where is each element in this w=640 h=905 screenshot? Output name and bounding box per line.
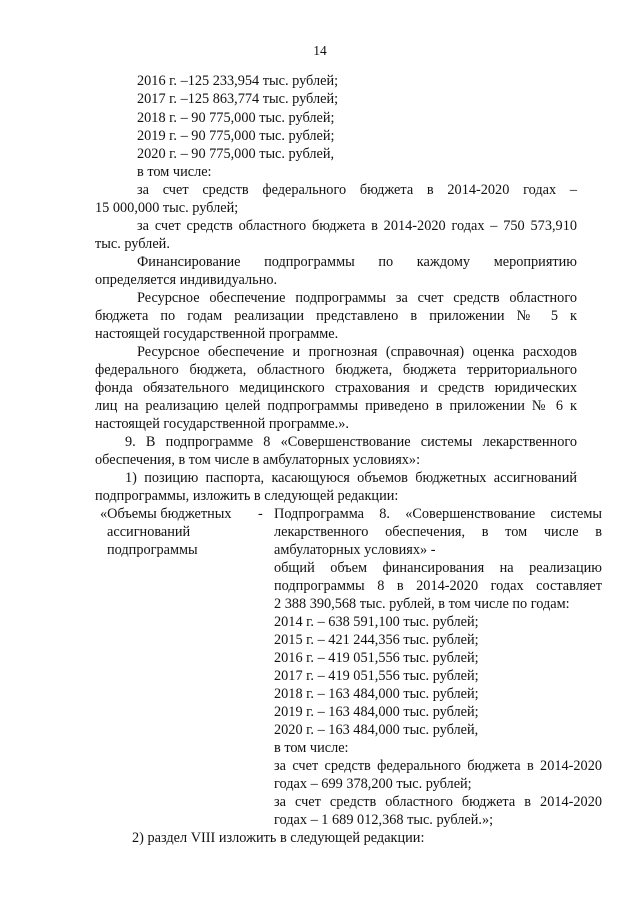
- federal-budget-line-1: за счет средств федерального бюджета в 2014-2020 годах –: [137, 182, 577, 198]
- passport-year-2019: 2019 г. – 163 484,000 тыс. рублей;: [274, 704, 479, 720]
- passport-right-title-3: амбулаторных условиях» -: [274, 542, 436, 558]
- resource-para1-line-3: настоящей государственной программе.: [95, 326, 339, 342]
- passport-right-title-1: Подпрограмма 8. «Совершенствование системы: [274, 506, 602, 522]
- year-line-2020: 2020 г. – 90 775,000 тыс. рублей,: [137, 146, 335, 162]
- in-that-number-label: в том числе:: [137, 164, 212, 180]
- resource-para2-line-3: фонда обязательного медицинского страхования и средств юридических: [95, 380, 577, 396]
- year-line-2019: 2019 г. – 90 775,000 тыс. рублей;: [137, 128, 335, 144]
- regional-budget-line-1: за счет средств областного бюджета в 2014-2020 годах – 750 573,910: [137, 218, 577, 234]
- year-line-2016: 2016 г. –125 233,954 тыс. рублей;: [137, 73, 339, 89]
- passport-dash: -: [258, 506, 263, 522]
- passport-total-line-3: 2 388 390,568 тыс. рублей, в том числе по годам:: [274, 596, 570, 612]
- passport-year-2014: 2014 г. – 638 591,100 тыс. рублей;: [274, 614, 479, 630]
- item9-line-2: обеспечения, в том числе в амбулаторных условиях»:: [95, 452, 421, 468]
- passport-total-line-1: общий объем финансирования на реализацию: [274, 560, 602, 576]
- passport-federal-line-2: годах – 699 378,200 тыс. рублей;: [274, 776, 472, 792]
- resource-para2-line-5: настоящей государственной программе.».: [95, 416, 349, 432]
- passport-year-2020: 2020 г. – 163 484,000 тыс. рублей,: [274, 722, 479, 738]
- resource-para2-line-4: лиц на реализацию целей подпрограммы приведено в приложении № 6 к: [95, 398, 577, 414]
- passport-federal-line-1: за счет средств федерального бюджета в 2014-2020: [274, 758, 602, 774]
- passport-year-2018: 2018 г. – 163 484,000 тыс. рублей;: [274, 686, 479, 702]
- regional-budget-line-2: тыс. рублей.: [95, 236, 170, 252]
- financing-line-2: определяется индивидуально.: [95, 272, 278, 288]
- passport-total-line-2: подпрограммы 8 в 2014-2020 годах составляет: [274, 578, 602, 594]
- resource-para2-line-2: федерального бюджета, областного бюджета, бюджета территориального: [95, 362, 577, 378]
- passport-regional-line-2: годах – 1 689 012,368 тыс. рублей.»;: [274, 812, 494, 828]
- year-line-2017: 2017 г. –125 863,774 тыс. рублей;: [137, 91, 339, 107]
- item9-1-line-2: подпрограммы, изложить в следующей редакции:: [95, 488, 399, 504]
- passport-in-that-number: в том числе:: [274, 740, 349, 756]
- page-number: 14: [313, 43, 327, 58]
- passport-year-2016: 2016 г. – 419 051,556 тыс. рублей;: [274, 650, 479, 666]
- passport-regional-line-1: за счет средств областного бюджета в 2014-2020: [274, 794, 602, 810]
- passport-year-2017: 2017 г. – 419 051,556 тыс. рублей;: [274, 668, 479, 684]
- resource-para1-line-2: бюджета по годам реализации представлено в приложении № 5 к: [95, 308, 577, 324]
- federal-budget-line-2: 15 000,000 тыс. рублей;: [95, 200, 239, 216]
- resource-para2-line-1: Ресурсное обеспечение и прогнозная (справочная) оценка расходов: [137, 344, 577, 360]
- passport-left-line-1: «Объемы бюджетных: [100, 506, 232, 522]
- resource-para1-line-1: Ресурсное обеспечение подпрограммы за счет средств областного: [137, 290, 577, 306]
- year-line-2018: 2018 г. – 90 775,000 тыс. рублей;: [137, 110, 335, 126]
- passport-left-line-2: ассигнований: [107, 524, 191, 540]
- passport-year-2015: 2015 г. – 421 244,356 тыс. рублей;: [274, 632, 479, 648]
- passport-left-line-3: подпрограммы: [107, 542, 198, 558]
- passport-right-title-2: лекарственного обеспечения, в том числе в: [274, 524, 602, 540]
- financing-line-1: Финансирование подпрограммы по каждому мероприятию: [137, 254, 577, 270]
- item9-line-1: 9. В подпрограмме 8 «Совершенствование системы лекарственного: [125, 434, 577, 450]
- item9-2-line: 2) раздел VIII изложить в следующей редакции:: [132, 830, 425, 846]
- item9-1-line-1: 1) позицию паспорта, касающуюся объемов бюджетных ассигнований: [125, 470, 577, 486]
